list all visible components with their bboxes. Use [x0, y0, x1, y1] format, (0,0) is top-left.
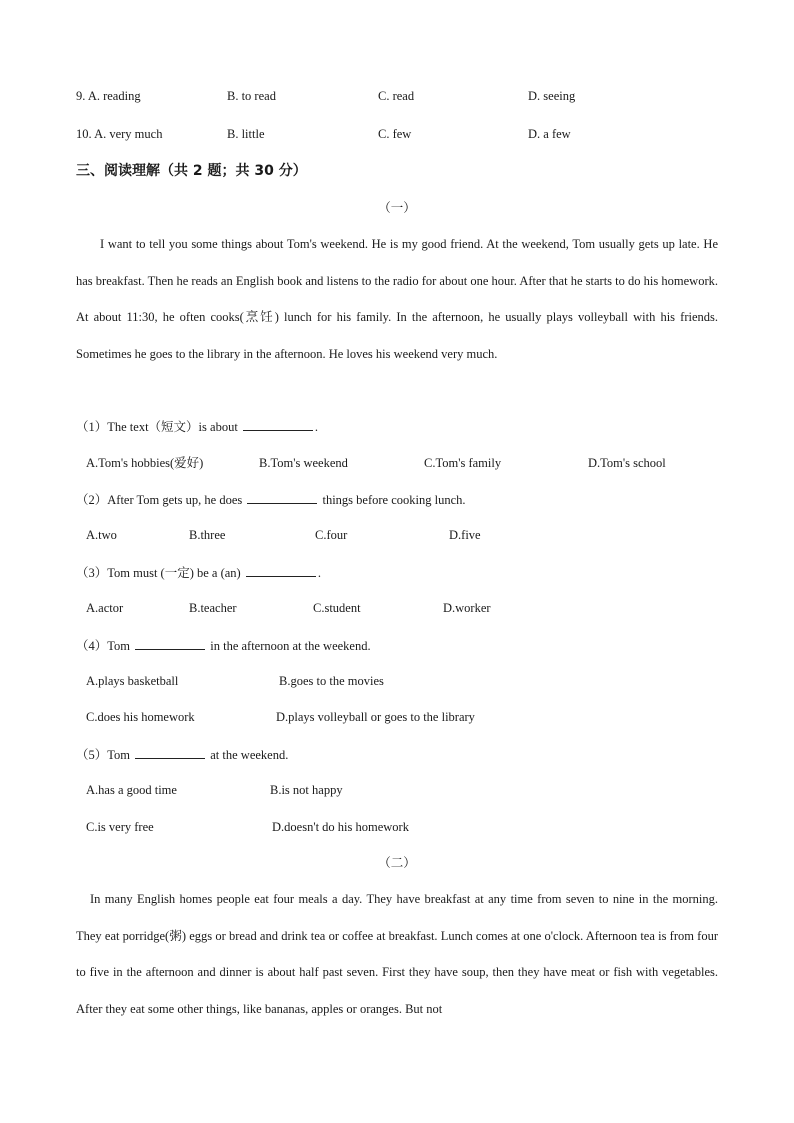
option-c: C. few — [378, 127, 412, 141]
option-b: B.is not happy — [270, 783, 343, 797]
option-b: B.teacher — [189, 601, 237, 615]
option-a: A. reading — [87, 89, 141, 103]
question-4-stem: （4）Tom — [76, 639, 130, 653]
option-b: B.goes to the movies — [279, 674, 384, 688]
option-d: D.plays volleyball or goes to the library — [276, 710, 475, 724]
question-5-options-row-1 — [0, 780, 794, 800]
option-c: C.does his homework — [86, 710, 195, 724]
question-4-stem-end: in the afternoon at the weekend. — [210, 639, 371, 653]
question-3-options — [0, 598, 794, 618]
question-9-number-option-a — [76, 86, 141, 106]
question-5-options-row-2 — [0, 817, 794, 837]
answer-blank — [135, 744, 205, 759]
section-heading: 三、阅读理解（共 2 题；共 30 分） — [76, 163, 307, 179]
question-2-options — [0, 525, 794, 545]
question-10-number-option-a — [76, 124, 162, 144]
question-5-stem-end: at the weekend. — [210, 748, 289, 762]
option-b: B. little — [227, 127, 265, 141]
option-a: A.Tom's hobbies(爱好) — [86, 456, 204, 470]
option-c: C.four — [315, 528, 348, 542]
option-c: C.is very free — [86, 820, 154, 834]
question-1-stem: （1）The text（短文）is about — [76, 420, 238, 434]
answer-blank — [243, 416, 313, 431]
question-4 — [76, 635, 371, 656]
passage-1-text: I want to tell you some things about Tom's weekend. He is my good friend. At the weekend, Tom usually gets up late. He has breakfast. Then he reads an English book and listens to the radio for about one hour. After that he starts to do his homework. At about 11:30, he often cooks(烹饪) lunch for his family. In the afternoon, he usually plays volleyball with his friends. Sometimes he goes to the library in the afternoon. He loves his weekend very much. — [76, 237, 718, 361]
option-c: C.Tom's family — [424, 456, 502, 470]
option-a: A.plays basketball — [86, 674, 179, 688]
option-a: A. very much — [94, 127, 163, 141]
question-2 — [76, 489, 466, 510]
option-d: D.worker — [443, 601, 491, 615]
question-number: 10. — [76, 127, 92, 141]
question-1-stem-end: . — [314, 420, 319, 434]
question-3-stem: （3）Tom must (一定) be a (an) — [76, 566, 241, 580]
option-b: B. to read — [227, 89, 276, 103]
question-9 — [0, 86, 794, 106]
option-d: D. seeing — [528, 89, 576, 103]
option-c: C. read — [378, 89, 415, 103]
passage-2-label: （二） — [378, 856, 416, 870]
option-d: D.Tom's school — [588, 456, 666, 470]
question-3 — [76, 562, 321, 583]
question-10 — [0, 124, 794, 144]
passage-2-text: In many English homes people eat four meals a day. They have breakfast at any time from seven to nine in the morning. They eat porridge(粥) eggs or bread and drink tea or coffee at breakfast. Lunch comes at one o'clock. Afternoon tea is from four to five in the afternoon and dinner is about half past seven. First they have soup, then they have meat or fish with vegetables. After they eat some other things, like bananas, apples or oranges. But not — [76, 892, 718, 1016]
passage-1-label: （一） — [378, 201, 416, 215]
option-b: B.three — [189, 528, 226, 542]
question-3-stem-end: . — [317, 566, 321, 580]
option-d: D. a few — [528, 127, 571, 141]
question-2-stem: （2）After Tom gets up, he does — [76, 493, 243, 507]
option-a: A.two — [86, 528, 117, 542]
question-5 — [76, 744, 288, 765]
question-2-stem-end: things before cooking lunch. — [322, 493, 466, 507]
answer-blank — [247, 489, 317, 504]
question-4-options-row-2 — [0, 707, 794, 727]
option-d: D.doesn't do his homework — [272, 820, 409, 834]
option-a: A.has a good time — [86, 783, 177, 797]
question-1-options — [0, 453, 794, 473]
option-b: B.Tom's weekend — [259, 456, 348, 470]
question-1 — [76, 416, 318, 437]
question-5-stem: （5）Tom — [76, 748, 130, 762]
option-a: A.actor — [86, 601, 124, 615]
option-c: C.student — [313, 601, 361, 615]
option-d: D.five — [449, 528, 481, 542]
answer-blank — [135, 635, 205, 650]
answer-blank — [246, 562, 316, 577]
question-4-options-row-1 — [0, 671, 794, 691]
question-number: 9. — [76, 89, 86, 103]
